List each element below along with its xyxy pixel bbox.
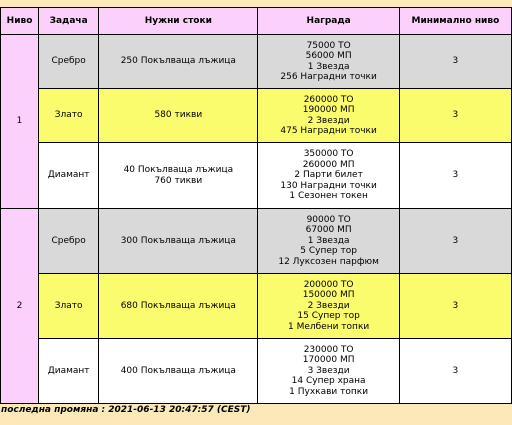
reward-line: 1 Сезонен токен — [289, 191, 368, 202]
goods-line: 300 Покълваща лъжица — [120, 235, 236, 246]
min-level-cell: 3 — [400, 209, 511, 273]
header-row — [1, 8, 511, 34]
reward-cell — [258, 274, 398, 338]
reward-line: 260000 МП — [302, 159, 355, 170]
level-cell: 1 — [1, 35, 38, 208]
reward-line: 230000 ТО — [303, 344, 354, 355]
task-cell: Сребро — [39, 209, 98, 273]
reward-line: 2 Парти билет — [294, 170, 363, 181]
reward-line: 350000 ТО — [303, 149, 354, 160]
table-row — [1, 89, 511, 142]
header-min-level: Минимално ниво — [400, 8, 511, 34]
goods-line: 400 Покълваща лъжица — [120, 365, 236, 376]
goods-line: 760 тикви — [154, 175, 203, 186]
reward-cell — [258, 209, 398, 273]
reward-cell — [258, 143, 398, 208]
reward-line: 475 Наградни точки — [280, 126, 377, 136]
table-row — [1, 274, 511, 338]
reward-line: 170000 МП — [302, 355, 355, 366]
goods-cell — [99, 209, 257, 273]
reward-line: 1 Звезда — [307, 235, 350, 246]
reward-line: 260000 ТО — [303, 94, 354, 105]
reward-line: 15 Супер тор — [297, 311, 360, 322]
reward-line: 3 Звезди — [307, 365, 350, 376]
reward-line: 1 Звезда — [307, 61, 350, 72]
last-modified-footer: последна промяна : 2021-06-13 20:47:57 (CEST) — [1, 405, 251, 415]
table-row — [1, 143, 511, 208]
reward-line: 75000 ТО — [306, 40, 351, 51]
reward-cell — [258, 339, 398, 403]
reward-line: 90000 ТО — [306, 214, 351, 225]
reward-line: 67000 МП — [305, 225, 352, 236]
reward-line: 14 Супер храна — [291, 376, 366, 387]
reward-line: 130 Наградни точки — [280, 180, 377, 191]
reward-line: 1 Пухкави топки — [289, 386, 369, 397]
header-task: Задача — [39, 8, 98, 34]
goods-cell — [99, 35, 257, 88]
goods-cell — [99, 143, 257, 208]
reward-cell — [258, 89, 398, 142]
reward-line: 200000 ТО — [303, 279, 354, 290]
goods-line: 40 Покълваща лъжица — [123, 165, 234, 175]
min-level-cell: 3 — [400, 274, 511, 338]
goods-line: 680 Покълваща лъжица — [120, 300, 236, 311]
table-row — [1, 209, 511, 273]
reward-line: 190000 МП — [302, 105, 355, 115]
reward-line: 150000 МП — [302, 290, 355, 301]
reward-line: 2 Звезди — [307, 300, 350, 311]
table-row — [1, 35, 511, 88]
level-cell: 2 — [1, 209, 38, 403]
task-cell: Злато — [39, 274, 98, 338]
min-level-cell: 3 — [400, 339, 511, 403]
min-level-cell: 3 — [400, 89, 511, 142]
task-cell: Сребро — [39, 35, 98, 88]
reward-line: 1 Мелбени топки — [287, 321, 370, 332]
reward-cell — [258, 35, 398, 88]
goods-cell — [99, 274, 257, 338]
reward-line: 256 Наградни точки — [280, 72, 377, 82]
quest-table — [0, 7, 512, 404]
goods-cell — [99, 89, 257, 142]
reward-line: 56000 МП — [305, 51, 352, 61]
task-cell: Злато — [39, 89, 98, 142]
table-row — [1, 339, 511, 403]
header-goods: Нужни стоки — [99, 8, 257, 34]
goods-line: 580 тикви — [154, 110, 203, 121]
reward-line: 2 Звезди — [307, 115, 350, 126]
task-cell: Диамант — [39, 143, 98, 208]
reward-line: 5 Супер тор — [300, 246, 357, 257]
min-level-cell: 3 — [400, 143, 511, 208]
reward-line: 12 Луксозен парфюм — [278, 256, 379, 267]
header-level: Ниво — [1, 8, 38, 34]
task-cell: Диамант — [39, 339, 98, 403]
header-reward: Награда — [258, 8, 398, 34]
min-level-cell: 3 — [400, 35, 511, 88]
goods-line: 250 Покълваща лъжица — [120, 56, 236, 67]
goods-cell — [99, 339, 257, 403]
